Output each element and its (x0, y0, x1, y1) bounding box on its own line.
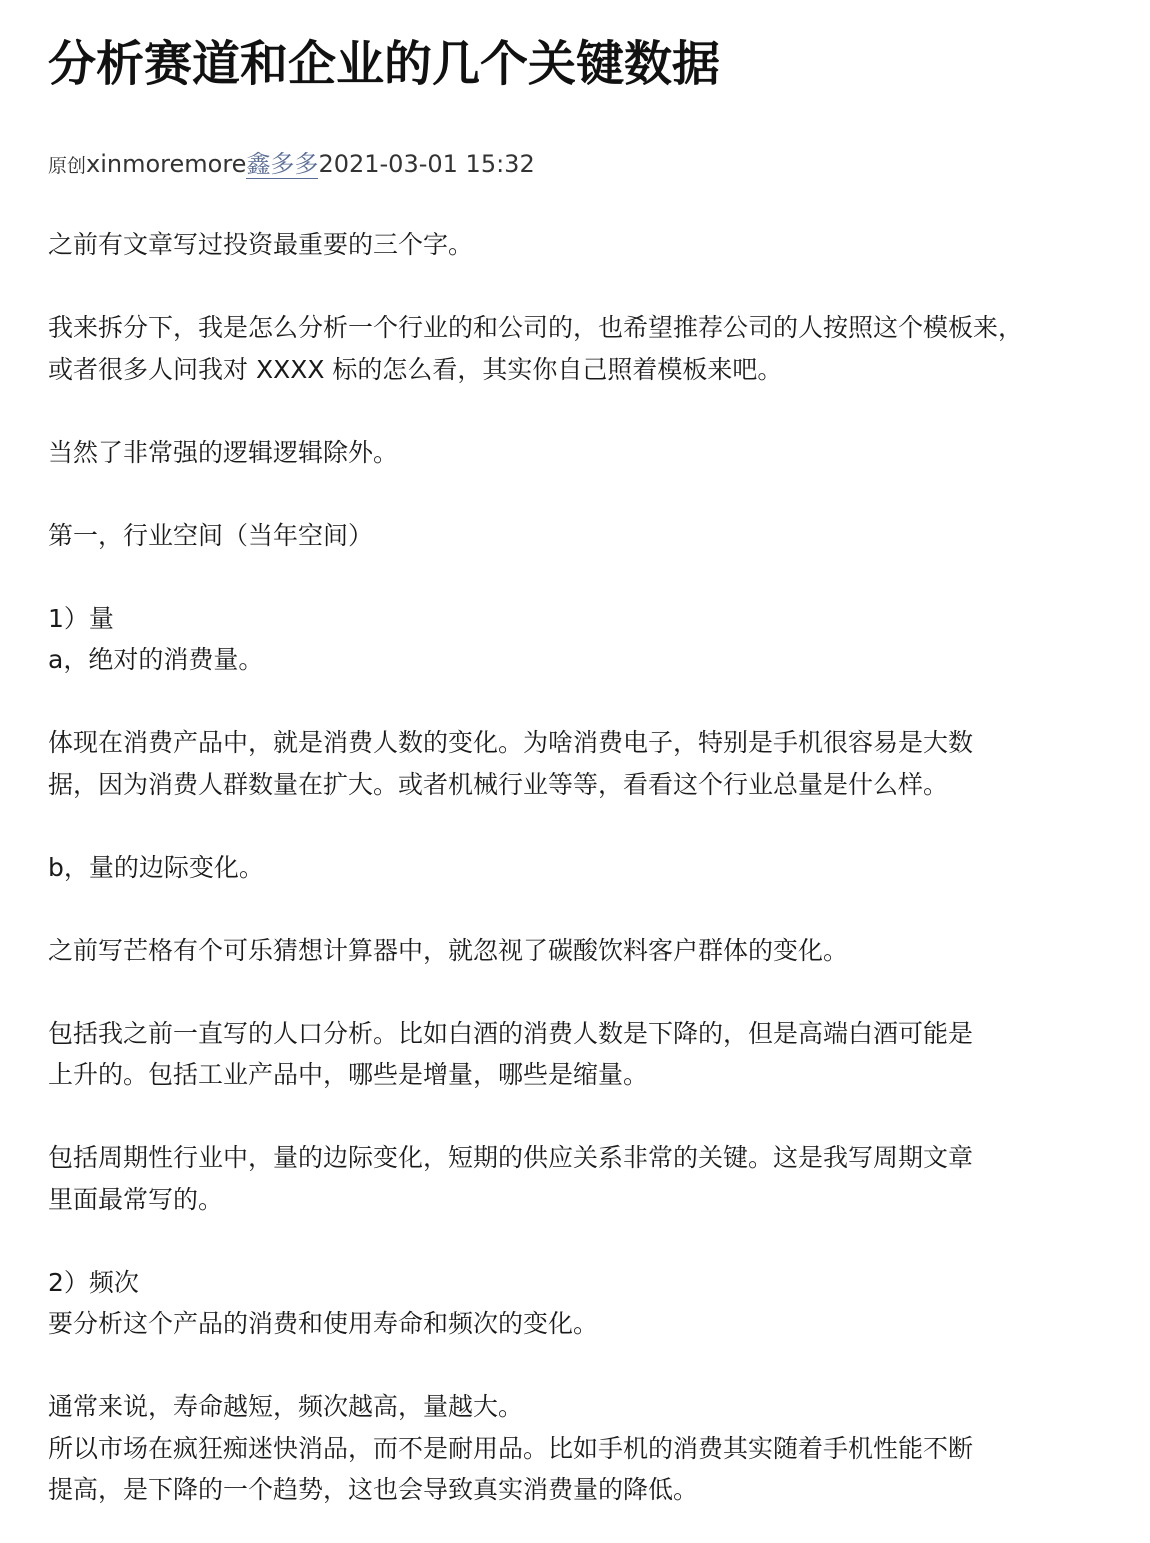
original-tag: 原创 (48, 155, 87, 177)
article (48, 30, 1143, 1511)
paragraph: 或者很多人问我对 XXXX 标的怎么看，其实你自己照着模板来吧。 (48, 354, 783, 384)
paragraph: 提高，是下降的一个趋势，这也会导致真实消费量的降低。 (48, 1475, 699, 1504)
section-heading: 第一，行业空间（当年空间） (48, 520, 374, 550)
paragraph-gap (48, 1345, 1143, 1387)
paragraph-gap (48, 681, 1143, 723)
article-meta (48, 146, 1143, 182)
publish-datetime: 2021-03-01 15:32 (318, 150, 535, 178)
paragraph: 据，因为消费人群数量在扩大。或者机械行业等等，看看这个行业总量是什么样。 (48, 769, 949, 799)
paragraph-gap (48, 473, 1143, 515)
account-name: xinmoremore (86, 150, 247, 178)
paragraph: b，量的边际变化。 (48, 852, 264, 882)
subsection-heading: 1）量 (48, 603, 114, 633)
paragraph: 之前有文章写过投资最重要的三个字。 (48, 230, 474, 259)
paragraph-gap (48, 390, 1143, 432)
subsection-heading: 2）频次 (48, 1267, 139, 1297)
paragraph: 之前写芒格有个可乐猜想计算器中，就忽视了碳酸饮料客户群体的变化。 (48, 935, 849, 965)
paragraph: 体现在消费产品中，就是消费人数的变化。为啥消费电子，特别是手机很容易是大数 (48, 728, 974, 757)
paragraph: 包括周期性行业中，量的边际变化，短期的供应关系非常的关键。这是我写周期文章 (48, 1143, 974, 1172)
paragraph-gap (48, 1096, 1143, 1138)
paragraph: 我来拆分下，我是怎么分析一个行业的和公司的，也希望推荐公司的人按照这个模板来， (48, 313, 1024, 342)
paragraph: 通常来说，寿命越短，频次越高，量越大。 (48, 1392, 524, 1421)
paragraph-gap (48, 266, 1143, 308)
paragraph: a，绝对的消费量。 (48, 645, 264, 674)
paragraph: 当然了非常强的逻辑逻辑除外。 (48, 437, 399, 467)
paragraph-gap (48, 1220, 1143, 1262)
paragraph: 里面最常写的。 (48, 1184, 224, 1214)
paragraph-gap (48, 805, 1143, 847)
paragraph-gap (48, 888, 1143, 930)
paragraph: 所以市场在疯狂痴迷快消品，而不是耐用品。比如手机的消费其实随着手机性能不断 (48, 1433, 974, 1463)
paragraph-gap (48, 556, 1143, 598)
paragraph: 要分析这个产品的消费和使用寿命和频次的变化。 (48, 1309, 599, 1338)
article-title: 分析赛道和企业的几个关键数据 (48, 36, 721, 92)
paragraph: 包括我之前一直写的人口分析。比如白酒的消费人数是下降的，但是高端白酒可能是 (48, 1018, 974, 1048)
paragraph: 上升的。包括工业产品中，哪些是增量，哪些是缩量。 (48, 1060, 649, 1089)
author-link[interactable]: 鑫多多 (246, 150, 319, 178)
paragraph-gap (48, 971, 1143, 1013)
article-body (48, 224, 1143, 1511)
